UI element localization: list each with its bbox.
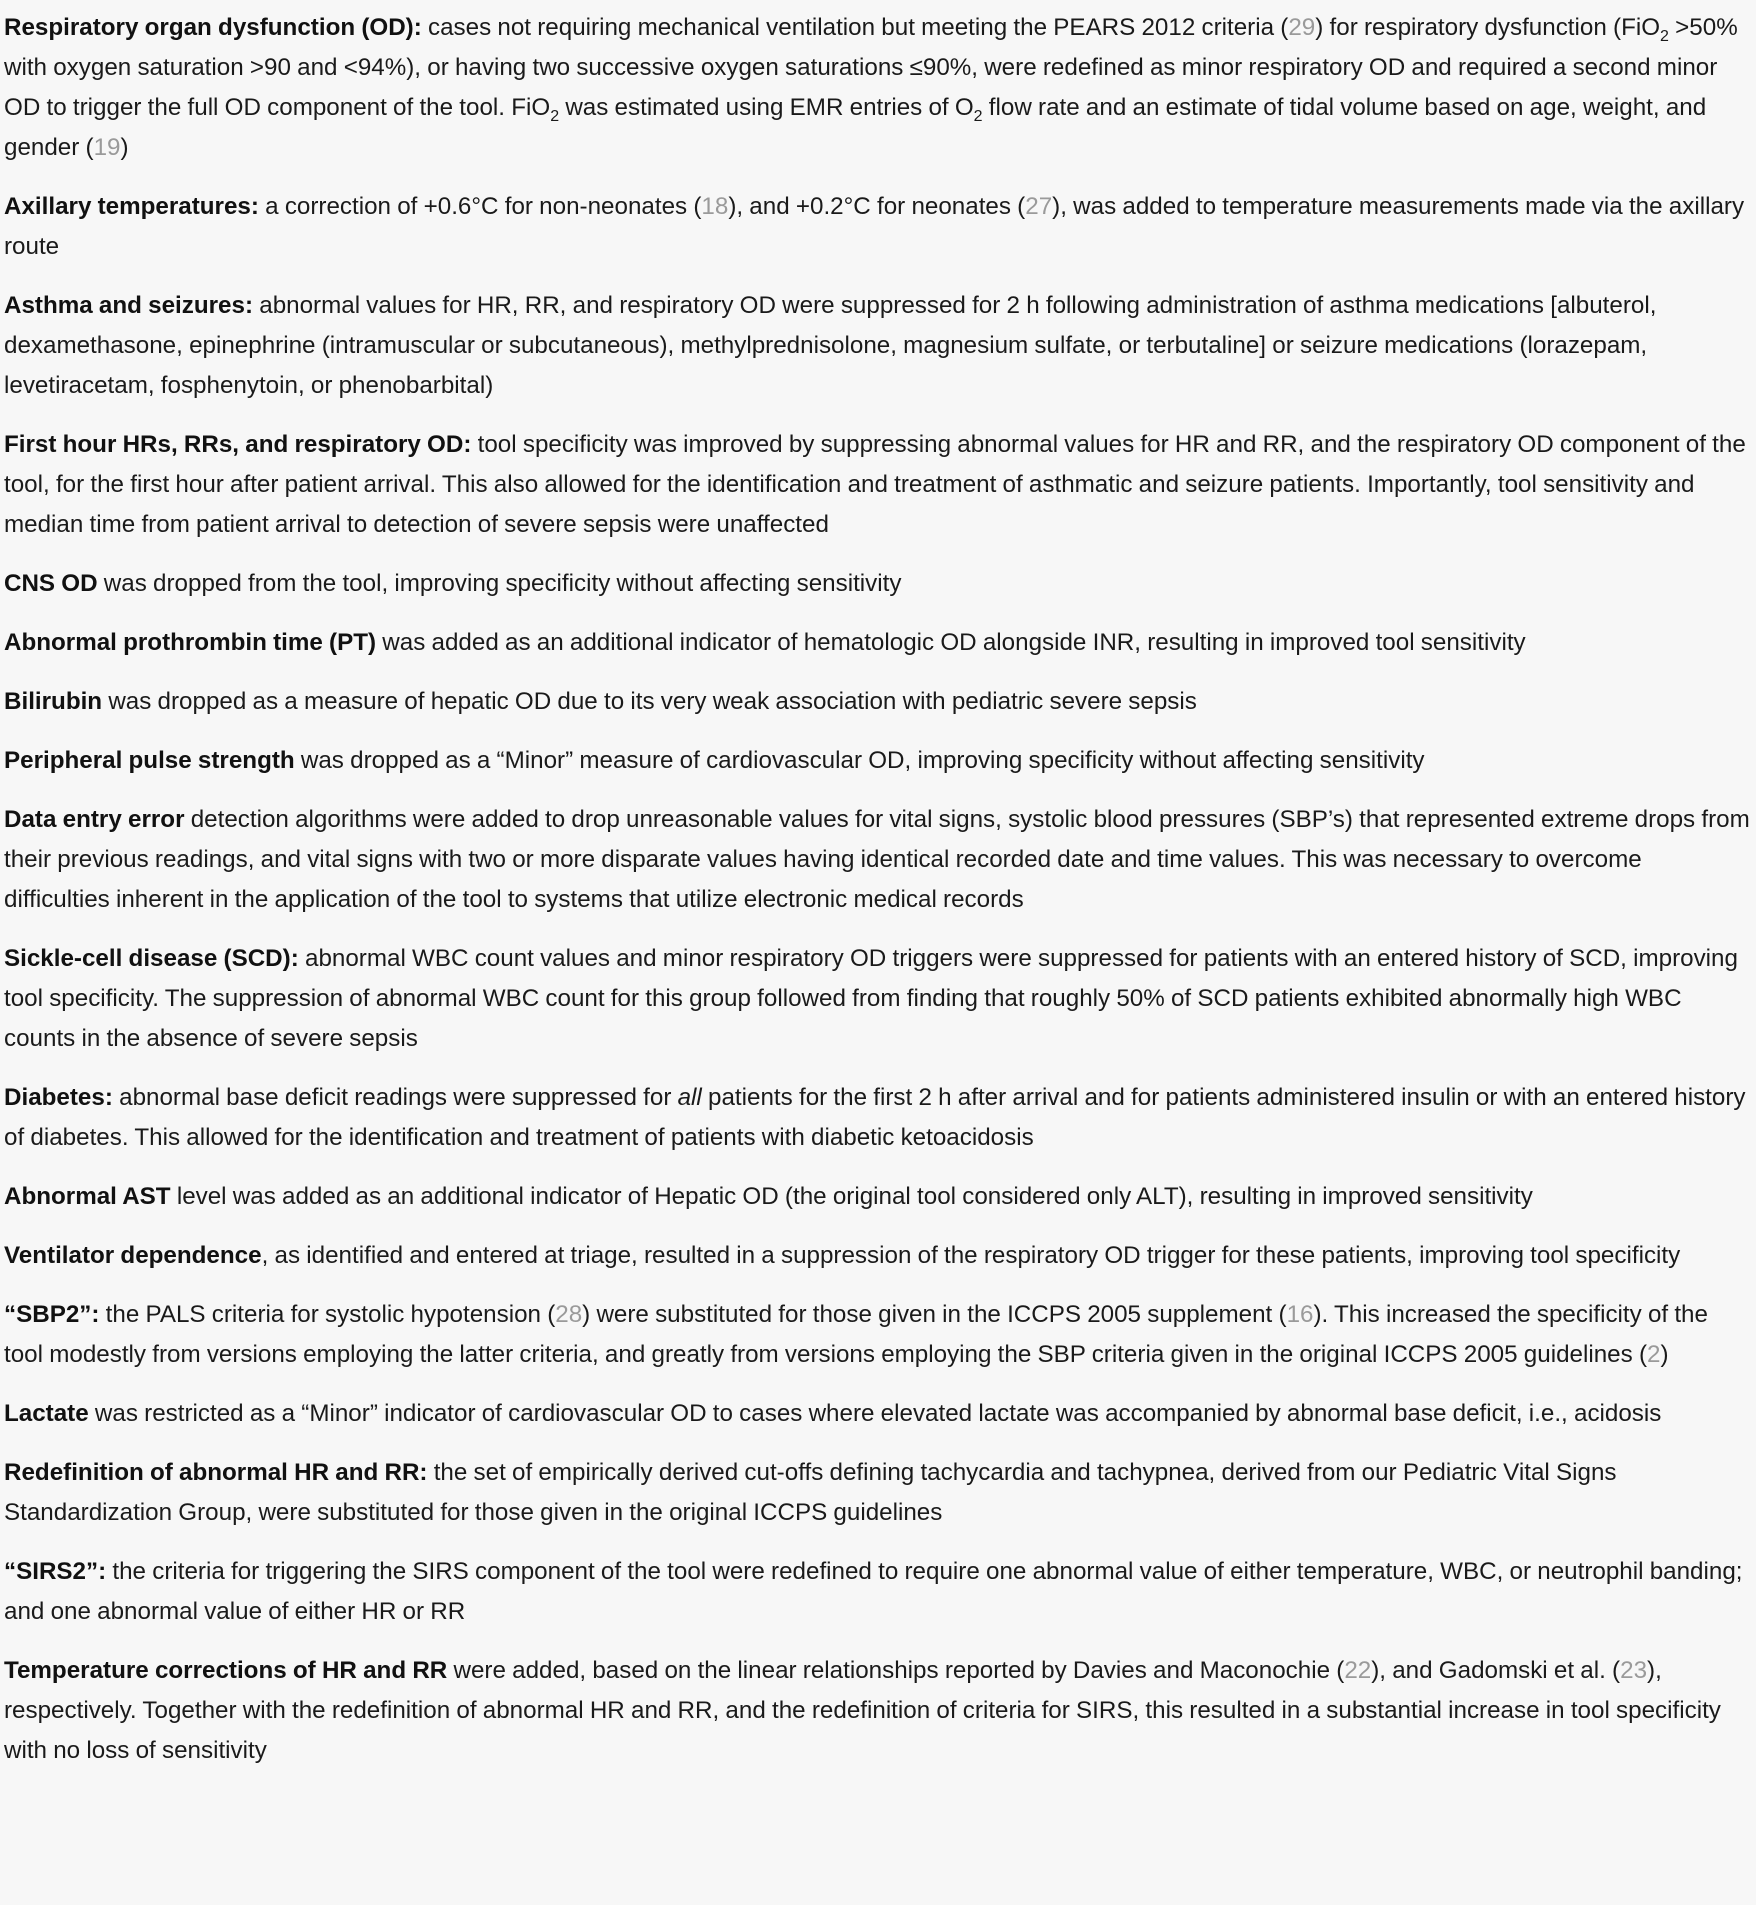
entry-term: Lactate	[4, 1400, 89, 1427]
list-item	[4, 1236, 1752, 1276]
entry-text: ) for respiratory dysfunction (FiO	[1315, 14, 1661, 41]
citation-link[interactable]: 28	[555, 1301, 583, 1328]
citation-link[interactable]: 22	[1344, 1657, 1372, 1684]
entry-text: ), and +0.2°C for neonates (	[728, 193, 1026, 220]
list-item	[4, 425, 1752, 545]
entry-text: were added, based on the linear relationships reported by Davies and Maconochie (	[447, 1657, 1345, 1684]
list-item	[4, 1177, 1752, 1217]
citation-link[interactable]: 2	[1647, 1341, 1661, 1368]
list-item	[4, 8, 1752, 168]
citation-link[interactable]: 27	[1025, 193, 1053, 220]
entry-text: abnormal WBC count values and minor respiratory OD triggers were suppressed for patients with an entered history of SCD, improving tool specificity. The suppression of abnormal WBC count for this group followed from finding that roughly 50% of SCD patients exhibited abnormally high WBC counts in the absence of severe sepsis	[4, 945, 1738, 1052]
entry-text: abnormal base deficit readings were suppressed for	[112, 1084, 678, 1111]
entry-text: level was added as an additional indicator of Hepatic OD (the original tool considered only ALT), resulting in improved sensitivity	[170, 1183, 1533, 1210]
list-item	[4, 1295, 1752, 1375]
citation-link[interactable]: 23	[1620, 1657, 1648, 1684]
list-item	[4, 1651, 1752, 1771]
entry-term: Temperature corrections of HR and RR	[4, 1657, 448, 1684]
list-item	[4, 187, 1752, 267]
entry-term: Respiratory organ dysfunction (OD):	[4, 14, 422, 41]
list-item	[4, 800, 1752, 920]
entry-text: detection algorithms were added to drop unreasonable values for vital signs, systolic blood pressures (SBP’s) that represented extreme drops from their previous readings, and vital signs with two or more disparate values having identical recorded date and time values. This was necessary to overcome difficulties inherent in the application of the tool to systems that utilize electronic medical records	[4, 806, 1750, 913]
entry-term: Ventilator dependence	[4, 1242, 262, 1269]
list-item	[4, 564, 1752, 604]
entry-term: Abnormal prothrombin time (PT)	[4, 629, 377, 656]
entry-text: was estimated using EMR entries of O	[559, 94, 974, 121]
list-item	[4, 1453, 1752, 1533]
entry-term: “SIRS2”:	[4, 1558, 107, 1585]
entry-term: Axillary temperatures:	[4, 193, 259, 220]
entry-text: ). This increased the specificity of the tool modestly from versions employing the latter criteria, and greatly from versions employing the SBP criteria given in the original ICCPS 2005 guidelines (	[4, 1301, 1708, 1368]
list-item	[4, 682, 1752, 722]
emphasis-text: all	[677, 1084, 702, 1111]
entry-term: Abnormal AST	[4, 1183, 171, 1210]
entry-text: ), respectively. Together with the redefinition of abnormal HR and RR, and the redefinition of criteria for SIRS, this resulted in a substantial increase in tool specificity with no loss of sensitivity	[4, 1657, 1721, 1764]
entry-text: tool specificity was improved by suppressing abnormal values for HR and RR, and the respiratory OD component of the tool, for the first hour after patient arrival. This also allowed for the identification and treatment of asthmatic and seizure patients. Importantly, tool sensitivity and median time from patient arrival to detection of severe sepsis were unaffected	[4, 431, 1746, 538]
entry-term: “SBP2”:	[4, 1301, 100, 1328]
list-item	[4, 1078, 1752, 1158]
entry-text: ), and Gadomski et al. (	[1371, 1657, 1621, 1684]
citation-link[interactable]: 18	[701, 193, 729, 220]
entry-term: Bilirubin	[4, 688, 103, 715]
entry-term: First hour HRs, RRs, and respiratory OD:	[4, 431, 472, 458]
entry-term: Redefinition of abnormal HR and RR:	[4, 1459, 428, 1486]
entry-text: patients for the first 2 h after arrival and for patients administered insulin or with an entered history of diabetes. This allowed for the identification and treatment of patients with diabetic ketoacidosis	[4, 1084, 1746, 1151]
citation-link[interactable]: 29	[1288, 14, 1316, 41]
entry-text: )	[1660, 1341, 1669, 1368]
entry-term: Sickle-cell disease (SCD):	[4, 945, 299, 972]
entry-term: Asthma and seizures:	[4, 292, 254, 319]
entry-text: the PALS criteria for systolic hypotension (	[99, 1301, 556, 1328]
list-item	[4, 623, 1752, 663]
entry-text: the set of empirically derived cut-offs defining tachycardia and tachypnea, derived from our Pediatric Vital Signs Standardization Group, were substituted for those given in the original ICCPS guidelines	[4, 1459, 1617, 1526]
list-item	[4, 1552, 1752, 1632]
entry-text: was dropped from the tool, improving specificity without affecting sensitivity	[97, 570, 902, 597]
entry-term: CNS OD	[4, 570, 98, 597]
entry-term: Diabetes:	[4, 1084, 113, 1111]
list-item	[4, 939, 1752, 1059]
entry-text: flow rate and an estimate of tidal volume based on age, weight, and gender (	[4, 94, 1707, 161]
entry-text: was dropped as a measure of hepatic OD due to its very weak association with pediatric severe sepsis	[102, 688, 1197, 715]
entry-text: was dropped as a “Minor” measure of cardiovascular OD, improving specificity without affecting sensitivity	[294, 747, 1425, 774]
citation-link[interactable]: 19	[93, 134, 121, 161]
entry-text: ), was added to temperature measurements made via the axillary route	[4, 193, 1745, 260]
list-item	[4, 286, 1752, 406]
entry-text: ) were substituted for those given in the ICCPS 2005 supplement (	[582, 1301, 1287, 1328]
entry-text: was added as an additional indicator of hematologic OD alongside INR, resulting in improved tool sensitivity	[376, 629, 1526, 656]
modification-list	[4, 8, 1756, 1771]
subscript: 2	[1660, 28, 1669, 45]
entry-text: >50% with oxygen saturation >90 and <94%), or having two successive oxygen saturations ≤90%, were redefined as minor respiratory OD and required a second minor OD to trigger the full OD component of the tool. FiO	[4, 14, 1738, 121]
entry-text: cases not requiring mechanical ventilation but meeting the PEARS 2012 criteria (	[421, 14, 1289, 41]
entry-term: Data entry error	[4, 806, 185, 833]
list-item	[4, 741, 1752, 781]
entry-text: the criteria for triggering the SIRS component of the tool were redefined to require one abnormal value of either temperature, WBC, or neutrophil banding; and one abnormal value of either HR or RR	[4, 1558, 1743, 1625]
entry-text: abnormal values for HR, RR, and respiratory OD were suppressed for 2 h following administration of asthma medications [albuterol, dexamethasone, epinephrine (intramuscular or subcutaneous), methylprednisolone, magnesium sulfate, or terbutaline] or seizure medications (lorazepam, levetiracetam, fosphenytoin, or phenobarbital)	[4, 292, 1657, 399]
entry-text: was restricted as a “Minor” indicator of cardiovascular OD to cases where elevated lactate was accompanied by abnormal base deficit, i.e., acidosis	[88, 1400, 1662, 1427]
entry-text: a correction of +0.6°C for non-neonates (	[258, 193, 702, 220]
subscript: 2	[973, 108, 983, 125]
entry-text: , as identified and entered at triage, resulted in a suppression of the respiratory OD trigger for these patients, improving tool specificity	[261, 1242, 1681, 1269]
entry-term: Peripheral pulse strength	[4, 747, 295, 774]
list-item	[4, 1394, 1752, 1434]
entry-text: )	[120, 134, 129, 161]
subscript: 2	[550, 108, 560, 125]
citation-link[interactable]: 16	[1286, 1301, 1314, 1328]
